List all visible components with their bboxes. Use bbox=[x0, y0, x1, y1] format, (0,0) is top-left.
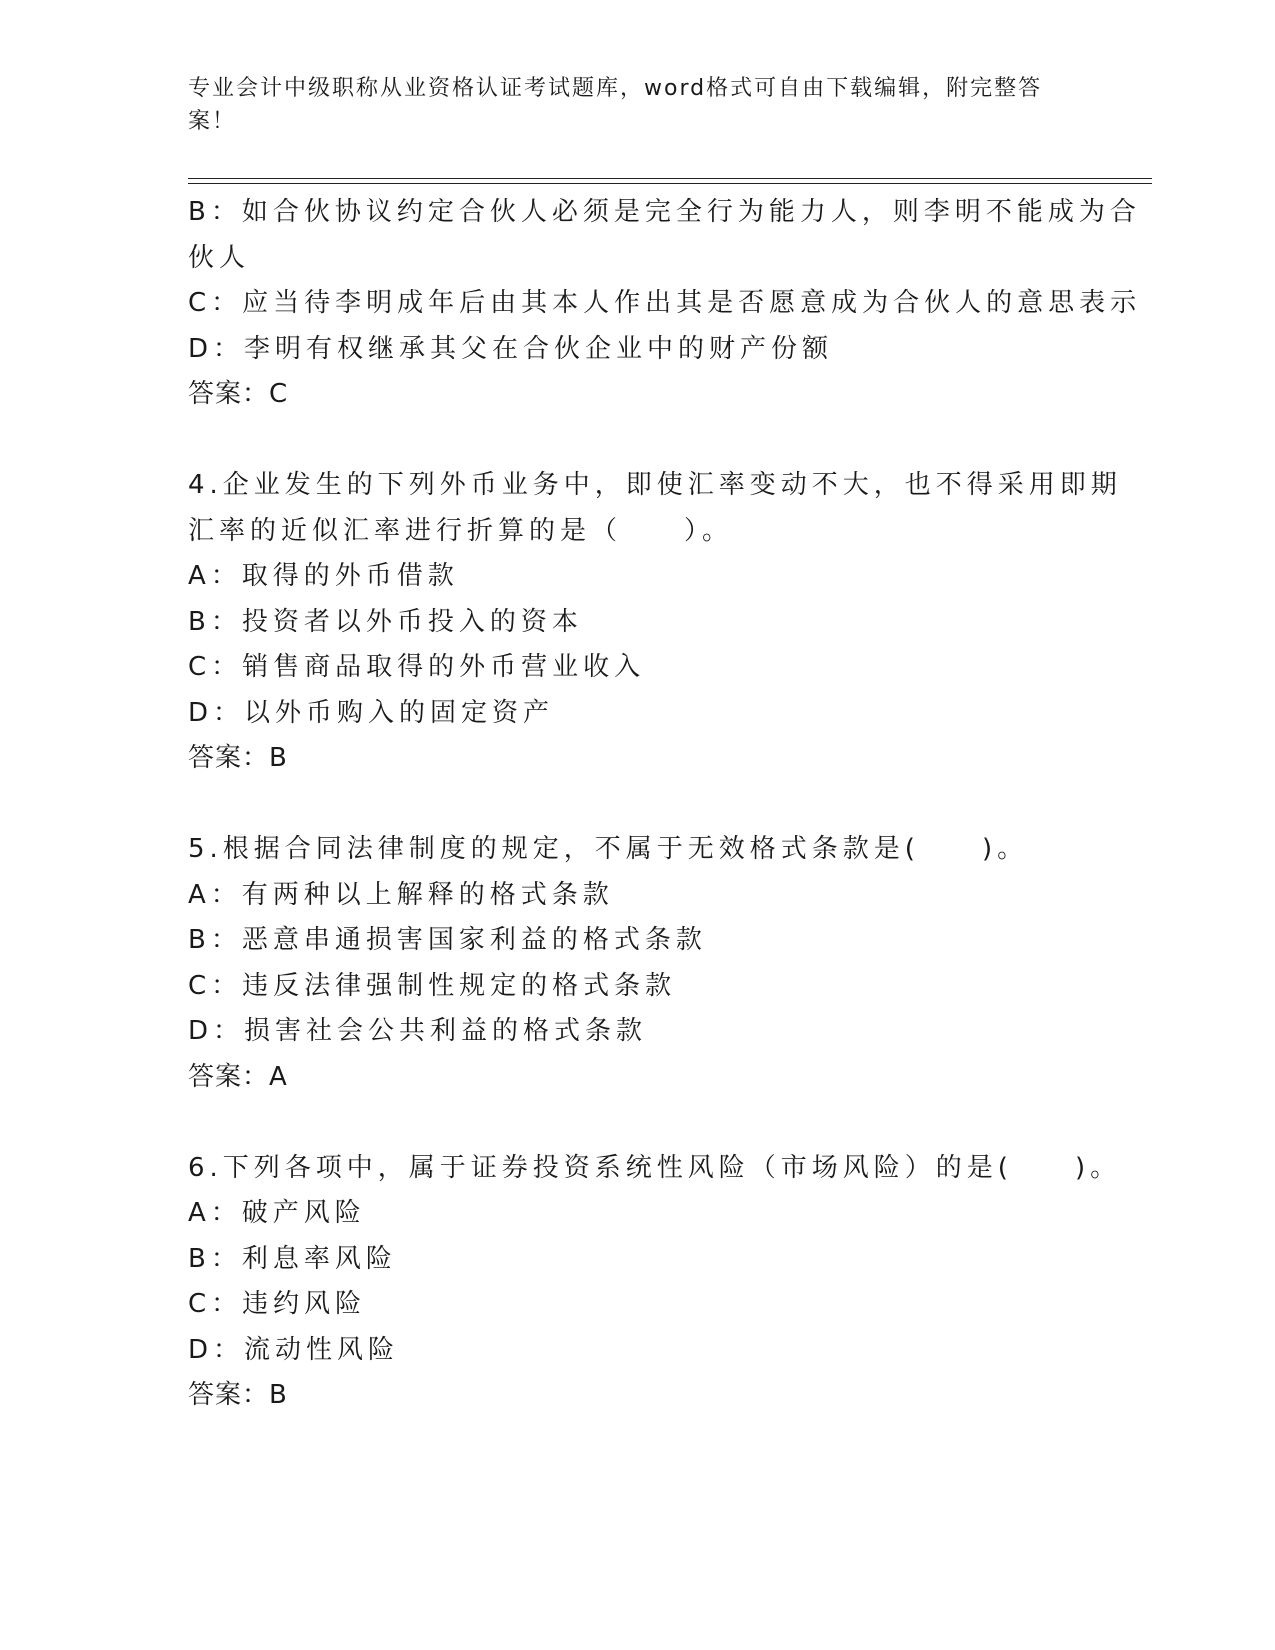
q3-option-d: D：李明有权继承其父在合伙企业中的财产份额 bbox=[188, 333, 834, 364]
spacer bbox=[188, 782, 1088, 828]
q6-option-a: A：破产风险 bbox=[188, 1198, 366, 1228]
q6-option-d: D：流动性风险 bbox=[188, 1334, 400, 1365]
q6-option-b: B：利息率风险 bbox=[188, 1243, 397, 1274]
spacer bbox=[188, 418, 1088, 464]
q4-option-d: D：以外币购入的固定资产 bbox=[188, 697, 555, 728]
q3-answer: 答案：C bbox=[188, 379, 289, 409]
q6-option-c: C：违约风险 bbox=[188, 1289, 367, 1319]
question-list bbox=[188, 190, 1142, 1419]
q4-option-a: A：取得的外币借款 bbox=[188, 561, 459, 591]
q5-option-b: B：恶意串通损害国家利益的格式条款 bbox=[188, 925, 707, 955]
q4-answer: 答案：B bbox=[188, 743, 288, 773]
header-line-1: 专业会计中级职称从业资格认证考试题库，word格式可自由下载编辑，附完整答 bbox=[188, 76, 1043, 101]
header-divider-bottom bbox=[188, 183, 1152, 184]
question-3 bbox=[188, 190, 1142, 418]
question-5 bbox=[188, 827, 1088, 1100]
header-line-2: 案！ bbox=[188, 109, 237, 134]
q5-answer: 答案：A bbox=[188, 1061, 288, 1092]
q5-stem: 5.根据合同法律制度的规定，不属于无效格式条款是( )。 bbox=[188, 834, 1029, 864]
q6-stem: 6.下列各项中，属于证券投资系统性风险（市场风险）的是( )。 bbox=[188, 1152, 1122, 1183]
q3-option-b-line-1: B：如合伙协议约定合伙人必须是完全行为能力人，则李明不能成为合 bbox=[188, 197, 1141, 227]
q5-option-c: C：违反法律强制性规定的格式条款 bbox=[188, 970, 677, 1001]
header-divider-top bbox=[188, 178, 1152, 179]
q5-option-a: A：有两种以上解释的格式条款 bbox=[188, 879, 614, 910]
spacer bbox=[188, 1100, 1088, 1146]
q6-answer: 答案：B bbox=[188, 1380, 288, 1410]
q4-stem-line-1: 4.企业发生的下列外币业务中，即使汇率变动不大，也不得采用即期 bbox=[188, 470, 1122, 500]
question-6 bbox=[188, 1146, 1122, 1419]
q5-option-d: D：损害社会公共利益的格式条款 bbox=[188, 1016, 648, 1046]
page-header bbox=[188, 72, 1068, 138]
q4-option-c: C：销售商品取得的外币营业收入 bbox=[188, 652, 646, 682]
q3-option-c: C：应当待李明成年后由其本人作出其是否愿意成为合伙人的意思表示 bbox=[188, 288, 1142, 318]
question-4 bbox=[188, 463, 1122, 782]
q4-option-b: B：投资者以外币投入的资本 bbox=[188, 606, 583, 637]
q3-option-b-line-2: 伙人 bbox=[188, 242, 251, 273]
q4-stem-line-2: 汇率的近似汇率进行折算的是（ ）。 bbox=[188, 515, 734, 546]
